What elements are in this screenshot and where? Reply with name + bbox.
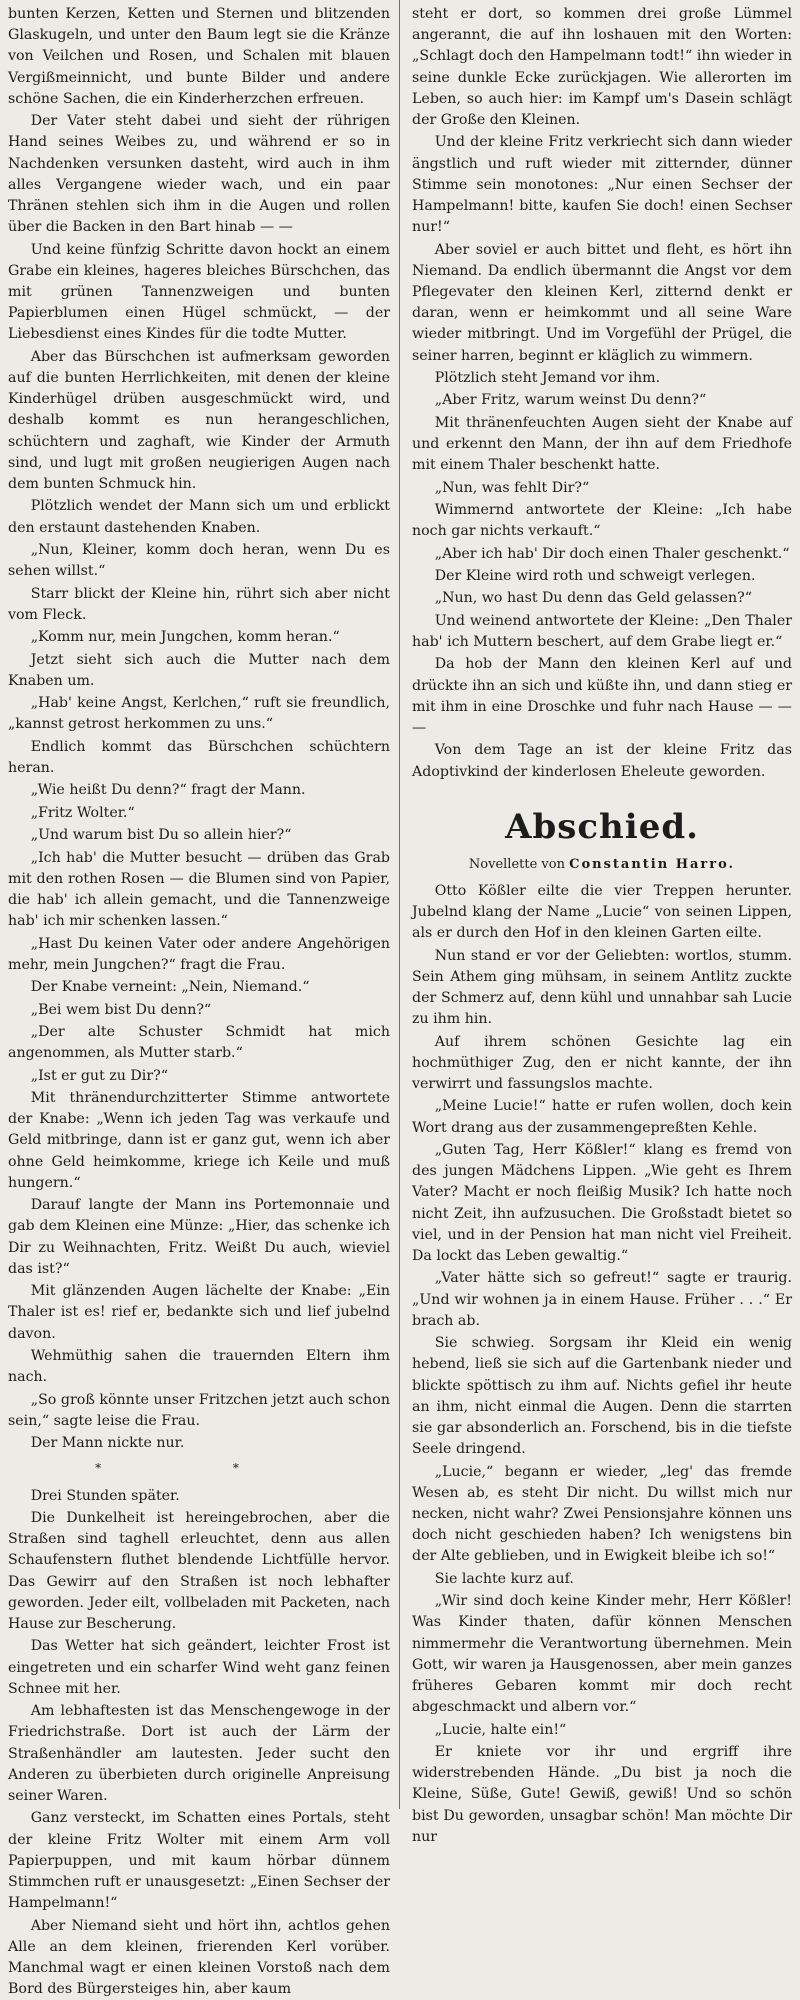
paragraph: Auf ihrem schönen Gesichte lag ein hochmüthiger Zug, den er nicht kannte, der ihn verwirrt und fassungslos machte. <box>412 1032 792 1096</box>
paragraph: „Ist er gut zu Dir?“ <box>8 1066 390 1087</box>
paragraph: „Nun, Kleiner, komm doch heran, wenn Du es sehen willst.“ <box>8 540 390 582</box>
paragraph: Der Mann nickte nur. <box>8 1433 390 1454</box>
paragraph: Der Kleine wird roth und schweigt verlegen. <box>412 566 792 587</box>
left-column-story-part <box>8 4 390 1454</box>
paragraph: „Hab' keine Angst, Kerlchen,“ ruft sie freundlich, „kannst getrost herkommen zu uns.“ <box>8 693 390 735</box>
byline-author: Constantin Harro. <box>569 857 735 872</box>
paragraph: Sie schwieg. Sorgsam ihr Kleid ein wenig hebend, ließ sie sich auf die Gartenbank nieder und blickte spöttisch zu ihm auf. Nichts gefiel ihr heute an ihm, nicht einmal die Augen. Denn die starrten sie gar absonderlich an. Forschend, bis in die tiefste Seele dringend. <box>412 1333 792 1460</box>
paragraph: „Lucie, halte ein!“ <box>412 1720 792 1741</box>
paragraph: „Vater hätte sich so gefreut!“ sagte er traurig. „Und wir wohnen ja in einem Hause. Früher . . .“ Er brach ab. <box>412 1268 792 1332</box>
paragraph: Plötzlich wendet der Mann sich um und erblickt den erstaunt dastehenden Knaben. <box>8 496 390 538</box>
left-column <box>6 4 394 1809</box>
paragraph: „Aber Fritz, warum weinst Du denn?“ <box>412 390 792 411</box>
paragraph: Wimmernd antwortete der Kleine: „Ich habe noch gar nichts verkauft.“ <box>412 500 792 542</box>
paragraph: Ganz versteckt, im Schatten eines Portals, steht der kleine Fritz Wolter mit einem Arm voll Papierpuppen, und mit kaum hörbar dünnem Stimmchen ruft er unausgesetzt: „Einen Sechser der Hampelmann!“ <box>8 1808 390 1914</box>
paragraph: „Aber ich hab' Dir doch einen Thaler geschenkt.“ <box>412 544 792 565</box>
paragraph: Da hob der Mann den kleinen Kerl auf und drückte ihn an sich und küßte ihn, und dann stieg er mit ihm in eine Droschke und fuhr nach Hause — — — <box>412 654 792 739</box>
paragraph: „Nun, wo hast Du denn das Geld gelassen?“ <box>412 588 792 609</box>
section-separator: * * <box>8 1458 390 1479</box>
paragraph: Drei Stunden später. <box>8 1486 390 1507</box>
paragraph: Sie lachte kurz auf. <box>412 1569 792 1590</box>
paragraph: „Guten Tag, Herr Kößler!“ klang es fremd von des jungen Mädchens Lippen. „Wie geht es Ihrem Vater? Macht er noch fleißig Musik? Ich hatte noch nicht Zeit, ihn aufzusuchen. Die Großstadt bietet so viel, und in der Pension hat man nicht viel Freiheit. Da lockt das Leben gewaltig.“ <box>412 1140 792 1267</box>
paragraph: „Bei wem bist Du denn?“ <box>8 1000 390 1021</box>
paragraph: Nun stand er vor der Geliebten: wortlos, stumm. Sein Athem ging mühsam, in seinem Antlitz zuckte der Schmerz auf, denn kühl und unnahbar sah Lucie zu ihm hin. <box>412 946 792 1031</box>
paragraph: Aber Niemand sieht und hört ihn, achtlos gehen Alle an dem kleinen, frierenden Kerl vorüber. Manchmal wagt er einen kleinen Vorstoß nach dem Bord des Bürgersteiges hin, aber kaum <box>8 1916 390 2000</box>
paragraph: „Meine Lucie!“ hatte er rufen wollen, doch kein Wort drang aus der zusammengepreßten Kehle. <box>412 1096 792 1138</box>
paragraph: Starr blickt der Kleine hin, rührt sich aber nicht vom Fleck. <box>8 584 390 626</box>
left-column-after-separator <box>8 1486 390 2000</box>
paragraph: Wehmüthig sahen die trauernden Eltern ihm nach. <box>8 1346 390 1388</box>
paragraph: Darauf langte der Mann ins Portemonnaie und gab dem Kleinen eine Münze: „Hier, das schenke ich Dir zu Weihnachten, Fritz. Weißt Du auch, wieviel das ist?“ <box>8 1195 390 1280</box>
paragraph: Und weinend antwortete der Kleine: „Den Thaler hab' ich Muttern beschert, auf dem Grabe liegt er.“ <box>412 611 792 653</box>
paragraph: Die Dunkelheit ist hereingebrochen, aber die Straßen sind taghell erleuchtet, denn aus allen Schaufenstern fluthet blendende Lichtfülle hervor. Das Gewirr auf den Straßen ist noch lebhafter geworden. Jeder eilt, vollbeladen mit Packeten, nach Hause zur Bescherung. <box>8 1508 390 1635</box>
paragraph: Und keine fünfzig Schritte davon hockt an einem Grabe ein kleines, hageres bleiches Bürschchen, das mit grünen Tannenzweigen und bunten Papierblumen einen Hügel schmückt, — der Liebesdienst eines Kindes für die todte Mutter. <box>8 240 390 346</box>
paragraph: „Fritz Wolter.“ <box>8 803 390 824</box>
paragraph: „Und warum bist Du so allein hier?“ <box>8 825 390 846</box>
column-divider <box>399 0 400 1809</box>
paragraph: Das Wetter hat sich geändert, leichter Frost ist eingetreten und ein scharfer Wind weht ganz feinen Schnee mit her. <box>8 1636 390 1700</box>
paragraph: Aber soviel er auch bittet und fleht, es hört ihn Niemand. Da endlich übermannt die Angst vor dem Pflegevater den kleinen Kerl, zitternd denkt er daran, wenn er heimkommt und all seine Ware wieder mitbringt. Und im Vorgefühl der Prügel, die seiner harren, beginnt er kläglich zu wimmern. <box>412 240 792 367</box>
paragraph: Aber das Bürschchen ist aufmerksam geworden auf die bunten Herrlichkeiten, mit denen der kleine Kinderhügel drüben ausgeschmückt wird, und deshalb kommt es nun herangeschlichen, schüchtern und zaghaft, wie Kinder der Armuth sind, und lugt mit großen neugierigen Augen nach dem bunten Schmuck hin. <box>8 347 390 495</box>
right-column-story-end <box>412 4 792 783</box>
paragraph: Mit thränenfeuchten Augen sieht der Knabe auf und erkennt den Mann, der ihn auf dem Friedhofe mit einem Thaler beschenkt hatte. <box>412 413 792 477</box>
story-title: Abschied. <box>412 805 792 849</box>
paragraph: Mit glänzenden Augen lächelte der Knabe: „Ein Thaler ist es! rief er, bedankte sich und lief jubelnd davon. <box>8 1281 390 1345</box>
columns <box>6 4 794 1809</box>
paragraph: Der Knabe verneint: „Nein, Niemand.“ <box>8 977 390 998</box>
paragraph: Der Vater steht dabei und sieht der rührigen Hand seines Weibes zu, und während er so in Nachdenken versunken dasteht, wird auch in ihm alles Vergangene wieder wach, und ein paar Thränen stehlen sich ihm in die Augen und rollen über die Backen in den Bart hinab — — <box>8 111 390 238</box>
right-column <box>406 4 794 1809</box>
paragraph: „Komm nur, mein Jungchen, komm heran.“ <box>8 627 390 648</box>
paragraph: Jetzt sieht sich auch die Mutter nach dem Knaben um. <box>8 650 390 692</box>
paragraph: „Wir sind doch keine Kinder mehr, Herr Kößler! Was Kinder thaten, dafür können Menschen nimmermehr die Verantwortung übernehmen. Mein Gott, wir waren ja Hausgenossen, aber mein ganzes früheres Gebaren kommt mir doch recht abgeschmackt und albern vor.“ <box>412 1591 792 1718</box>
paragraph: steht er dort, so kommen drei große Lümmel angerannt, die auf ihn loshauen mit den Worten: „Schlagt doch den Hampelmann todt!“ ihn wieder in seine dunkle Ecke zurückjagen. Wie allerorten im Leben, so auch hier: im Kampf um's Dasein schlägt der Große den Kleinen. <box>412 4 792 131</box>
right-column-new-story <box>412 881 792 1848</box>
paragraph: Er kniete vor ihr und ergriff ihre widerstrebenden Hände. „Du bist ja noch die Kleine, Süße, Gute! Gewiß, gewiß! Und so schön bist Du geworden, unsagbar schön! Man möchte Dir nur <box>412 1742 792 1848</box>
paragraph: Von dem Tage an ist der kleine Fritz das Adoptivkind der kinderlosen Eheleute geworden. <box>412 740 792 782</box>
paragraph: „Nun, was fehlt Dir?“ <box>412 478 792 499</box>
paragraph: Am lebhaftesten ist das Menschengewoge in der Friedrichstraße. Dort ist auch der Lärm der Straßenhändler am lautesten. Jeder sucht den Anderen zu überbieten durch originelle Anpreisung seiner Waren. <box>8 1701 390 1807</box>
paragraph: „Ich hab' die Mutter besucht — drüben das Grab mit den rothen Rosen — die Blumen sind von Papier, die hab' ich allein gemacht, und die Tannenzweige hab' ich mir schenken lassen.“ <box>8 848 390 933</box>
paragraph: Plötzlich steht Jemand vor ihm. <box>412 368 792 389</box>
byline-prefix: Novellette von <box>469 857 565 872</box>
paragraph: Otto Kößler eilte die vier Treppen herunter. Jubelnd klang der Name „Lucie“ von seinen Lippen, als er durch den Hof in den kleinen Garten eilte. <box>412 881 792 945</box>
paragraph: Und der kleine Fritz verkriecht sich dann wieder ängstlich und ruft wieder mit zitternder, dünner Stimme sein monotones: „Nur einen Sechser der Hampelmann! bitte, kaufen Sie doch! einen Sechser nur!“ <box>412 132 792 238</box>
paragraph: „Der alte Schuster Schmidt hat mich angenommen, als Mutter starb.“ <box>8 1022 390 1064</box>
paragraph: „Lucie,“ begann er wieder, „leg' das fremde Wesen ab, es steht Dir nicht. Du willst mich nur necken, nicht wahr? Zwei Pensionsjahre können uns doch nicht geschieden haben? Ich wenigstens bin der Alte geblieben, und in Ewigkeit bleibe ich so!“ <box>412 1462 792 1568</box>
paragraph: „So groß könnte unser Fritzchen jetzt auch schon sein,“ sagte leise die Frau. <box>8 1390 390 1432</box>
paragraph: „Wie heißt Du denn?“ fragt der Mann. <box>8 780 390 801</box>
paragraph: Mit thränendurchzitterter Stimme antwortete der Knabe: „Wenn ich jeden Tag was verkaufe und Geld mitbringe, dann ist er ganz gut, wenn ich aber ohne Geld heimkomme, kriege ich Keile und muß hungern.“ <box>8 1088 390 1194</box>
paragraph: Endlich kommt das Bürschchen schüchtern heran. <box>8 737 390 779</box>
story-byline <box>412 855 792 875</box>
paragraph: bunten Kerzen, Ketten und Sternen und blitzenden Glaskugeln, und unter den Baum legt sie die Kränze von Veilchen und Rosen, und Schalen mit blauen Vergißmeinnicht, und bunte Bilder und andere schöne Sachen, die ein Kinderherzchen erfreuen. <box>8 4 390 110</box>
paragraph: „Hast Du keinen Vater oder andere Angehörigen mehr, mein Jungchen?“ fragt die Frau. <box>8 934 390 976</box>
